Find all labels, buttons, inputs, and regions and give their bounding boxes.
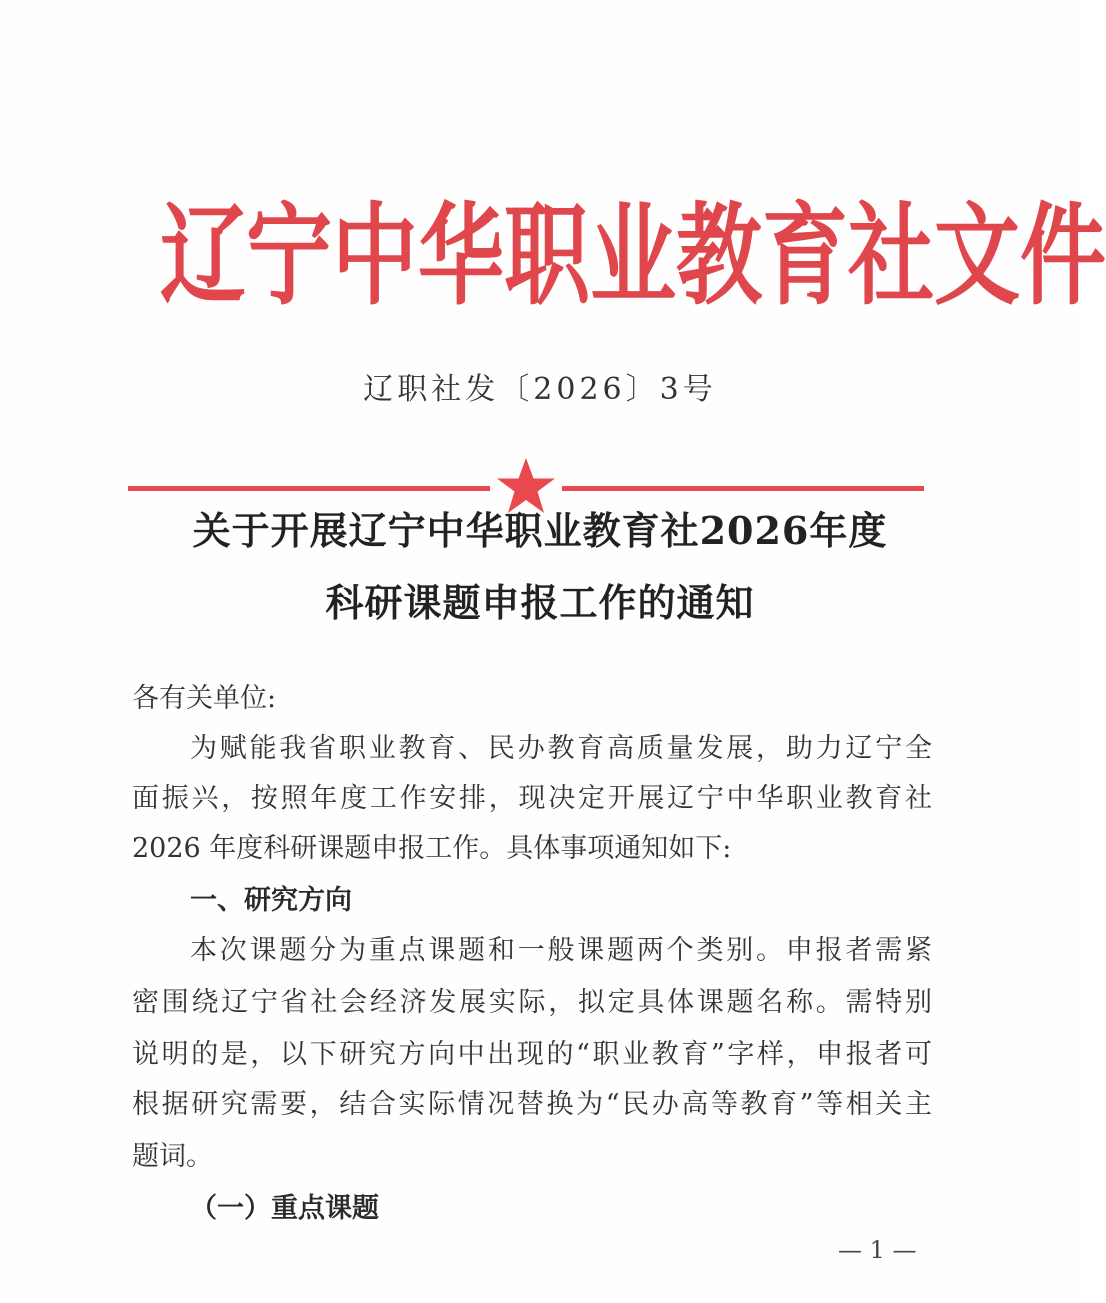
paragraph-line-2: 密围绕辽宁省社会经济发展实际，拟定具体课题名称。需特别	[132, 987, 932, 1018]
masthead-char: 教	[676, 193, 762, 321]
intro-line-3: 2026 年度科研课题申报工作。具体事项通知如下:	[132, 833, 732, 864]
page-number: — 1 —	[838, 1236, 917, 1264]
section-heading-research-direction: 一、研究方向	[190, 885, 352, 916]
masthead-char: 中	[332, 193, 418, 321]
subheading-key-projects: （一）重点课题	[190, 1193, 379, 1224]
intro-line-2: 面振兴，按照年度工作安排，现决定开展辽宁中华职业教育社	[132, 783, 932, 814]
notice-title-line-1: 关于开展辽宁中华职业教育社2026年度	[192, 508, 888, 553]
masthead-char: 宁	[246, 193, 332, 321]
masthead-char: 育	[762, 193, 848, 321]
paragraph-line-1: 本次课题分为重点课题和一般课题两个类别。申报者需紧	[190, 935, 932, 966]
masthead-char: 辽	[160, 193, 246, 321]
masthead-char: 业	[590, 193, 676, 321]
document-number: 辽职社发〔2026〕3号	[363, 372, 717, 407]
intro-line-1: 为赋能我省职业教育、民办教育高质量发展，助力辽宁全	[190, 733, 932, 764]
masthead-char: 职	[504, 193, 590, 321]
masthead-char: 社	[848, 193, 934, 321]
divider-line-left	[128, 486, 490, 491]
masthead-title	[160, 193, 1106, 321]
masthead-char: 华	[418, 193, 504, 321]
masthead-char: 文	[934, 193, 1020, 321]
paragraph-line-5: 题词。	[132, 1141, 213, 1172]
paragraph-line-3: 说明的是，以下研究方向中出现的“职业教育”字样，申报者可	[132, 1039, 932, 1070]
paragraph-line-4: 根据研究需要，结合实际情况替换为“民办高等教育”等相关主	[132, 1089, 932, 1120]
masthead-char: 件	[1020, 193, 1106, 321]
notice-title-line-2: 科研课题申报工作的通知	[325, 580, 755, 625]
divider-line-right	[562, 486, 924, 491]
salutation: 各有关单位:	[132, 683, 277, 714]
